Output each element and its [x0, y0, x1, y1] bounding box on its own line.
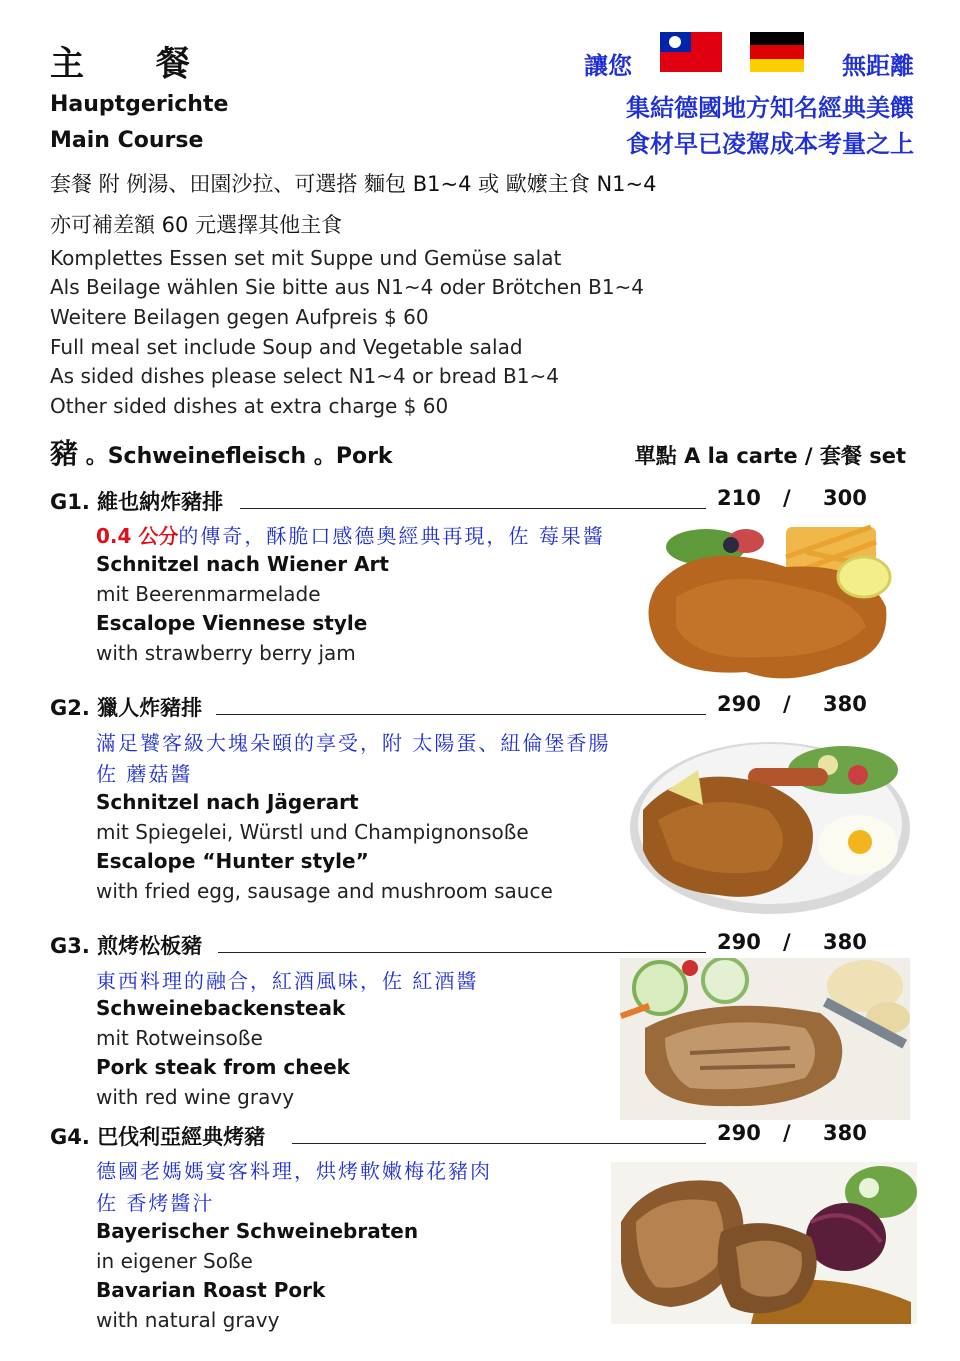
item-name-en: Bavarian Roast Pork — [96, 1278, 326, 1302]
slogan-word2: 無距離 — [842, 52, 914, 80]
item-code: G3. — [50, 934, 90, 958]
info-line: Full meal set include Soup and Vegetable salad — [50, 335, 523, 359]
info-zh-line1: 套餐 附 例湯、田園沙拉、可選搭 麵包 B1~4 或 歐嬤主食 N1~4 — [50, 172, 657, 196]
price-leader-line — [292, 1143, 706, 1144]
item-name-de: Schweinebackensteak — [96, 996, 346, 1020]
hunter-schnitzel-photo — [628, 730, 912, 916]
item-name-de: Bayerischer Schweinebraten — [96, 1219, 419, 1243]
item-name: 獵人炸豬排 — [97, 696, 203, 720]
info-line: As sided dishes please select N1~4 or bread B1~4 — [50, 364, 559, 388]
item-desc-zh: 東西料理的融合，紅酒風味，佐 紅酒醬 — [96, 969, 479, 993]
price-set: 380 — [823, 1121, 867, 1145]
price-header: 單點 A la carte / 套餐 set — [634, 444, 906, 468]
item-code: G2. — [50, 696, 90, 720]
item-desc-zh-2: 佐 蘑菇醬 — [96, 762, 193, 786]
info-line: Komplettes Essen set mit Suppe und Gemüse salat — [50, 246, 562, 270]
pork-cheek-photo — [620, 958, 910, 1120]
item-desc-zh-2: 佐 香烤醬汁 — [96, 1191, 215, 1215]
item-g3-title — [50, 930, 202, 960]
item-desc-de: mit Rotweinsoße — [96, 1026, 263, 1050]
item-desc-zh: 滿足饕客級大塊朵頤的享受，附 太陽蛋、紐倫堡香腸 — [96, 731, 611, 755]
item-name: 煎烤松板豬 — [97, 934, 203, 958]
item-code: G4. — [50, 1125, 90, 1149]
slogan-line3: 食材早已凌駕成本考量之上 — [626, 130, 914, 158]
item-desc-zh — [96, 520, 605, 549]
item-desc-en: with natural gravy — [96, 1308, 280, 1332]
item-g1-title — [50, 486, 223, 516]
item-desc-highlight: 0.4 公分 — [96, 524, 179, 548]
info-line: Other sided dishes at extra charge $ 60 — [50, 394, 449, 418]
item-name: 維也納炸豬排 — [97, 490, 224, 514]
info-line: Als Beilage wählen Sie bitte aus N1~4 oder Brötchen B1~4 — [50, 275, 645, 299]
germany-flag-icon — [750, 32, 804, 72]
price-set: 380 — [823, 692, 867, 716]
item-name: 巴伐利亞經典烤豬 — [97, 1125, 266, 1149]
price-leader-line — [240, 508, 706, 509]
item-desc-en: with fried egg, sausage and mushroom sauce — [96, 879, 553, 903]
item-g4-title — [50, 1121, 265, 1151]
item-desc-zh: 德國老媽媽宴客料理，烘烤軟嫩梅花豬肉 — [96, 1159, 492, 1183]
price-leader-line — [216, 714, 706, 715]
info-zh-line2: 亦可補差額 60 元選擇其他主食 — [50, 213, 343, 237]
page-title-en: Main Course — [50, 128, 204, 153]
price-separator: / — [783, 930, 791, 954]
section-title-label: 。Schweinefleisch 。Pork — [85, 444, 393, 469]
page-title-de: Hauptgerichte — [50, 92, 229, 117]
price-single: 290 — [717, 930, 761, 954]
info-line: Weitere Beilagen gegen Aufpreis $ 60 — [50, 305, 429, 329]
section-title-zh: 豬 — [50, 437, 79, 470]
item-name-de: Schnitzel nach Wiener Art — [96, 552, 389, 576]
price-set: 300 — [823, 486, 867, 510]
price-single: 290 — [717, 692, 761, 716]
item-desc-de: in eigener Soße — [96, 1249, 253, 1273]
item-desc-en: with strawberry berry jam — [96, 641, 356, 665]
item-name-en: Escalope Viennese style — [96, 611, 368, 635]
price-set: 380 — [823, 930, 867, 954]
taiwan-flag-icon — [660, 32, 722, 72]
item-desc-zh-text: 的傳奇，酥脆口感德奧經典再現，佐 莓果醬 — [178, 524, 605, 548]
item-name-de: Schnitzel nach Jägerart — [96, 790, 359, 814]
price-separator: / — [783, 692, 791, 716]
item-desc-de: mit Beerenmarmelade — [96, 582, 321, 606]
item-desc-en: with red wine gravy — [96, 1085, 295, 1109]
price-single: 210 — [717, 486, 761, 510]
item-name-en: Pork steak from cheek — [96, 1055, 350, 1079]
slogan-line2: 集結德國地方知名經典美饌 — [626, 94, 914, 122]
slogan-word1: 讓您 — [584, 52, 632, 80]
schnitzel-photo — [636, 517, 920, 687]
slogan-top — [584, 42, 914, 82]
item-g2-title — [50, 692, 202, 722]
item-code: G1. — [50, 490, 90, 514]
roast-pork-photo — [611, 1162, 917, 1324]
price-leader-line — [218, 952, 706, 953]
price-separator: / — [783, 486, 791, 510]
price-separator: / — [783, 1121, 791, 1145]
item-name-en: Escalope “Hunter style” — [96, 849, 369, 873]
page-title-zh: 主 餐 — [50, 44, 220, 84]
section-title — [50, 432, 393, 472]
item-desc-de: mit Spiegelei, Würstl und Champignonsoße — [96, 820, 529, 844]
price-single: 290 — [717, 1121, 761, 1145]
